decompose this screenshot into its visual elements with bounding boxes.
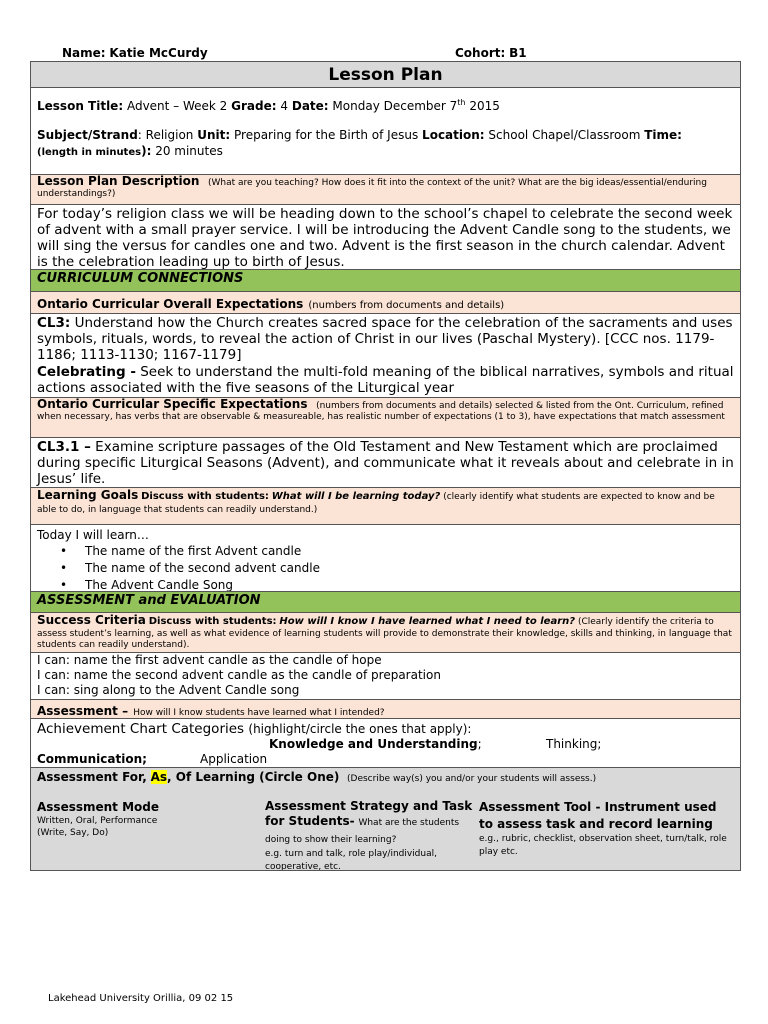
assessment-mode: Assessment Mode Written, Oral, Performance (Write, Say, Do): [37, 800, 160, 838]
specific-expectations-header: Ontario Curricular Specific Expectations (numbers from documents and details) selected & listed from the Ont. Curriculum, refined when necessary, has verbs that are observable & measureable, has realistic number of expectations (1 to 3), have expectations that match assessment: [31, 398, 740, 438]
description-text: For today’s religion class we will be heading down to the school’s chapel to celebrate the second week of advent with a small prayer service. I will be introducing the Advent Candle song to the students, we will sing the versus for candles one and two. Advent is the first season in the church calendar. Advent is the celebration leading up to birth of Jesus.: [31, 205, 740, 270]
category-application: Application: [200, 752, 268, 766]
specific-expectations-text: CL3.1 – Examine scripture passages of the Old Testament and New Testament which are proclaimed during specific Liturgical Seasons (Advent), and communicate what it reveals about and celebrate in in Jesus’ life.: [31, 438, 740, 488]
cohort: Cohort: B1: [455, 46, 527, 60]
success-criteria-list: [31, 653, 740, 700]
curriculum-section-title: CURRICULUM CONNECTIONS: [31, 270, 740, 292]
criteria-item: I can: name the first advent candle as the candle of hope: [37, 653, 382, 667]
learning-goal-item: • The name of the second advent candle: [85, 560, 734, 577]
description-header: Lesson Plan Description (What are you teaching? How does it fit into the context of the unit? What are the big ideas/essential/enduring understandings?): [31, 175, 740, 205]
page-header: [30, 46, 740, 60]
cl3-expectation: CL3: Understand how the Church creates sacred space for the celebration of the sacraments and uses symbols, rituals, words, to reveal the action of Christ in our lives (Paschal Mystery). [CCC nos. 1179-1186; 1113-1130; 1167-1179]: [37, 315, 733, 363]
assessment-type-line: Assessment For, As, Of Learning (Circle One) (Describe way(s) you and/or your students will assess.): [37, 770, 597, 784]
learning-goals-list: [31, 525, 740, 592]
achievement-chart: [31, 719, 740, 768]
learning-goals-intro: Today I will learn…: [37, 528, 149, 542]
lesson-plan-table: [30, 61, 741, 871]
highlight-as: As: [150, 770, 168, 784]
learning-goal-item: • The Advent Candle Song: [85, 577, 734, 592]
achievement-chart-label: Achievement Chart Categories (highlight/circle the ones that apply):: [37, 721, 472, 737]
overall-expectations-header: Ontario Curricular Overall Expectations (numbers from documents and details): [31, 292, 740, 314]
success-criteria-header: Success Criteria Discuss with students: How will I know I have learned what I need to learn? (Clearly identify the criteria to assess student’s learning, as well as what evidence of learning students will provide to demonstrate their knowledge, skills and thinking, in language that students can readily understand).: [31, 613, 740, 653]
footer: Lakehead University Orillia, 09 02 15: [48, 993, 234, 1004]
student-name: Name: Katie McCurdy: [62, 46, 208, 60]
assessment-header: Assessment – How will I know students have learned what I intended?: [31, 700, 740, 719]
celebrating-expectation: Celebrating - Seek to understand the multi-fold meaning of the biblical narratives, symbols and ritual actions associated with the five seasons of the Liturgical year: [37, 364, 734, 396]
subject-line: Subject/Strand: Religion Unit: Preparing for the Birth of Jesus Location: School Chapel/Classroom Time: (length in minutes): 20 minutes: [37, 128, 682, 158]
assessment-for-as-of: [31, 768, 740, 871]
assessment-section-title: ASSESSMENT and EVALUATION: [31, 592, 740, 613]
assessment-strategy: Assessment Strategy and Task for Students- What are the students doing to show their learning? e.g. turn and talk, role play/individual, cooperative, etc.: [265, 799, 473, 871]
category-thinking: Thinking;: [546, 737, 602, 751]
overall-expectations-text: [31, 314, 740, 398]
page-title: Lesson Plan: [31, 62, 740, 88]
category-knowledge: Knowledge and Understanding;: [269, 737, 482, 751]
lesson-title-line: Lesson Title: Advent – Week 2 Grade: 4 Date: Monday December 7th 2015: [37, 98, 500, 113]
lesson-info: [31, 88, 740, 175]
criteria-item: I can: name the second advent candle as the candle of preparation: [37, 668, 441, 682]
assessment-tool: Assessment Tool - Instrument used to assess task and record learning e.g., rubric, checklist, observation sheet, turn/talk, role play etc.: [479, 800, 727, 857]
learning-goals-header: Learning Goals Discuss with students: What will I be learning today? (clearly identify what students are expected to know and be able to do, in language that students can readily understand.): [31, 488, 740, 525]
learning-goal-item: • The name of the first Advent candle: [85, 543, 734, 560]
criteria-item: I can: sing along to the Advent Candle song: [37, 683, 300, 697]
category-communication: Communication;: [37, 752, 147, 766]
